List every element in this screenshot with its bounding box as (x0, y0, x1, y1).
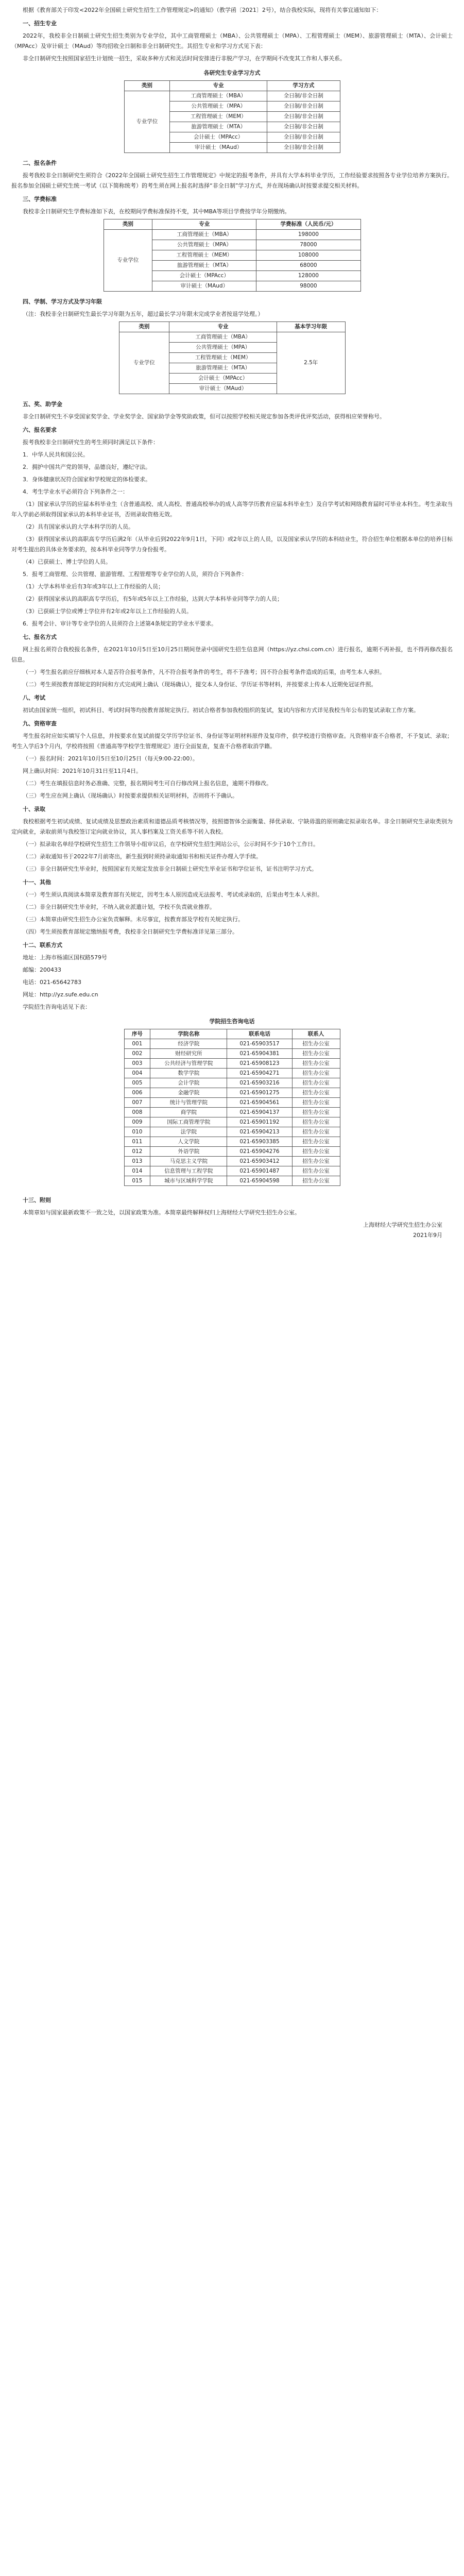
table-cell: 工程管理硕士（MEM） (152, 250, 256, 261)
table-header-cell: 专业 (152, 219, 256, 230)
section-paragraph: 报考我校非全日制研究生须符合《2022年全国硕士研究生招生工作管理规定》中规定的报考条件，并具有大学本科毕业学历，工作经验要求按照各专业学位培养方案执行。报名参加全国硕士研究生统一考试（以下简称统考）的考生须在网上报名时选择“非全日制”学习方式，并在现场确认时按要求提交相关材料。 (11, 172, 453, 189)
table-cell: 会计硕士（MPAcc） (169, 374, 277, 384)
table-cell: 021-65901487 (227, 1166, 292, 1176)
section-10 (11, 804, 453, 874)
section-heading: 七、报名方式 (23, 634, 57, 640)
section-paragraph: 6．报考会计、审计等专业学位的人员须符合上述第4条规定的学业水平要求。 (23, 620, 217, 627)
table-cell: 005 (124, 1078, 150, 1088)
table-cell: 旅游管理硕士（MTA） (152, 261, 256, 271)
table-cell: 招生办公室 (292, 1176, 340, 1186)
section-paragraph: 2022年，我校非全日制硕士研究生招生类别为专业学位，其中工商管理硕士（MBA）、公共管理硕士（MPA）、工程管理硕士（MEM）、旅游管理硕士（MTA）、会计硕士（MPAcc）及审计硕士（MAud）等均招收全日制和非全日制研究生。其招生专业和学习方式见下表： (11, 32, 453, 49)
table-cell: 014 (124, 1166, 150, 1176)
table-cell: 021-65904271 (227, 1069, 292, 1078)
table-row (124, 1137, 340, 1147)
section-7 (11, 632, 453, 690)
table-cell: 108000 (256, 250, 360, 261)
section-4 (11, 297, 453, 394)
table-cell: 001 (124, 1039, 150, 1049)
table-row (124, 1117, 340, 1127)
section-8 (11, 693, 453, 716)
table-cell: 021-65904381 (227, 1049, 292, 1059)
section-paragraph: 2．拥护中国共产党的领导，品德良好，遵纪守法。 (23, 464, 151, 470)
section-paragraph: 考生报名时应如实填写个人信息，并按要求在复试前提交学历学位证书、身份证等证明材料原件及复印件，供学校进行资格审查。凡资格审查不合格者，不予复试、录取；考生入学后3个月内，学校将按照《普通高等学校学生管理规定》进行全面复查，复查不合格者取消学籍。 (11, 733, 453, 750)
table-cell: 公共管理硕士（MPA） (170, 101, 267, 112)
table-cell: 全日制/非全日制 (267, 91, 340, 101)
section-paragraph: （二）非全日制研究生毕业时，不纳入就业派遣计划，学校不负责就业推荐。 (23, 904, 215, 910)
section-paragraph: （一）考生报名前应仔细核对本人是否符合报考条件，凡不符合报考条件的考生，将不予准考；因不符合报考条件造成的后果，由考生本人承担。 (23, 669, 385, 675)
table-cell: 金融学院 (150, 1088, 227, 1098)
table-header-cell: 学习方式 (267, 81, 340, 91)
table-row (124, 1088, 340, 1098)
table-cell: 马克思主义学院 (150, 1157, 227, 1166)
table-year-cell: 2.5年 (277, 332, 345, 394)
table-header-cell: 类别 (104, 219, 152, 230)
table-cell: 021-65908123 (227, 1059, 292, 1069)
section-paragraph: （三）非全日制研究生毕业时，按照国家有关规定发放非全日制硕士研究生毕业证书和学位证书，证书注明学习方式。 (23, 866, 317, 872)
table-row (124, 1059, 340, 1069)
table-cell: 全日制/非全日制 (267, 122, 340, 132)
table-cell: 009 (124, 1117, 150, 1127)
table-header-cell: 专业 (169, 322, 277, 332)
table-row (104, 230, 360, 240)
table-cell: 98000 (256, 281, 360, 292)
table-cell: 006 (124, 1088, 150, 1098)
table-4 (124, 1029, 340, 1186)
table-row (124, 91, 340, 101)
table-cell: 工商管理硕士（MBA） (152, 230, 256, 240)
table-cell: 招生办公室 (292, 1137, 340, 1147)
table-row (124, 1166, 340, 1176)
table-1 (124, 80, 340, 153)
section-paragraph: 4．考生学业水平必须符合下列条件之一： (23, 488, 128, 495)
section-paragraph: 非全日制研究生不享受国家奖学金、学业奖学金、国家助学金等奖助政策，但可以按照学校相关规定参加各类评优评奖活动，获得相应荣誉称号。 (23, 413, 385, 420)
section-paragraph: （3）获得国家承认的高职高专学历后满2年（从毕业后到2022年9月1日，下同）或2年以上的人员，以及国家承认学历的本科结业生，符合招生单位根据本单位的培养目标对考生提出的具体业务要求的，按本科毕业同等学力身份报考。 (11, 536, 453, 553)
table-cell: 68000 (256, 261, 360, 271)
table-cell: 002 (124, 1049, 150, 1059)
section-heading: 三、学费标准 (23, 196, 57, 202)
footer (11, 1195, 453, 1241)
table-cell: 工程管理硕士（MEM） (169, 353, 277, 363)
section-paragraph: （三）本简章由研究生招生办公室负责解释。未尽事宜，按教育部及学校有关规定执行。 (23, 916, 244, 923)
table-row (124, 1098, 340, 1108)
section-paragraph: 网上报名须符合我校报名条件，在2021年10月5日至10月25日期间登录中国研究生招生信息网（https://yz.chsi.com.cn）进行报名，逾期不再补报，也不得再修改报名信息。 (11, 646, 453, 663)
table-cell: 招生办公室 (292, 1069, 340, 1078)
table-cell: 021-65903385 (227, 1137, 292, 1147)
section-heading: 四、学制、学习方式及学习年限 (23, 298, 102, 305)
table-header-cell: 联系电话 (227, 1029, 292, 1039)
table-cell: 招生办公室 (292, 1039, 340, 1049)
section-paragraph: （2）获得国家承认的高职高专学历后，有5年或5年以上工作经验，达到大学本科毕业同等学力的人员； (23, 596, 283, 602)
table-cell: 公共经济与管理学院 (150, 1059, 227, 1069)
table-cell: 招生办公室 (292, 1059, 340, 1069)
table-cell: 013 (124, 1157, 150, 1166)
table-cell: 021-65903216 (227, 1078, 292, 1088)
table-cell: 021-65901192 (227, 1117, 292, 1127)
section-paragraph: 网上确认时间：2021年10月31日至11月4日。 (23, 768, 142, 774)
section-11 (11, 877, 453, 937)
table-cell: 010 (124, 1127, 150, 1137)
section-paragraph: （四）考生须按教育部规定缴纳报考费，我校非全日制研究生学费标准详见第三部分。 (23, 928, 238, 935)
section-heading: 六、报名要求 (23, 427, 57, 433)
table-cell: 国际工商管理学院 (150, 1117, 227, 1127)
table-header-row (119, 322, 345, 332)
footer-heading: 十三、附则 (23, 1197, 51, 1204)
section-paragraph: （1）大学本科毕业后有3年或3年以上工作经验的人员； (23, 583, 164, 590)
section-paragraph: 报考我校非全日制研究生的考生须同时满足以下条件： (23, 439, 159, 446)
table-cell: 招生办公室 (292, 1157, 340, 1166)
section-heading: 一、招生专业 (23, 20, 57, 27)
table-row (124, 1127, 340, 1137)
table-cell: 旅游管理硕士（MTA） (170, 122, 267, 132)
table-cell: 全日制/非全日制 (267, 132, 340, 143)
section-paragraph: （4）已获硕士、博士学位的人员。 (23, 558, 111, 565)
section-2 (11, 158, 453, 191)
table-cell: 统计与管理学院 (150, 1098, 227, 1108)
table-row (124, 1069, 340, 1078)
table-cell: 城市与区域科学学院 (150, 1176, 227, 1186)
table-2 (104, 219, 361, 292)
section-paragraph: 地址：上海市杨浦区国权路579号 (23, 954, 107, 961)
table-row (124, 1176, 340, 1186)
table-cell: 外语学院 (150, 1147, 227, 1157)
table-cell: 015 (124, 1176, 150, 1186)
intro-paragraph: 根据《教育部关于印发<2022年全国硕士研究生招生工作管理规定>的通知》（教学函〔2021〕2号），结合我校实际，现将有关事宜通知如下： (23, 7, 382, 13)
table-header-cell: 类别 (124, 81, 170, 91)
table-header-row (124, 81, 340, 91)
table-cell: 法学院 (150, 1127, 227, 1137)
table-cell: 会计硕士（MPAcc） (152, 271, 256, 281)
section-5 (11, 399, 453, 422)
document-page (0, 0, 464, 1256)
table-cell: 021-65901275 (227, 1088, 292, 1098)
table-cell: 021-65903517 (227, 1039, 292, 1049)
table-cell: 招生办公室 (292, 1147, 340, 1157)
table-cell: 招生办公室 (292, 1098, 340, 1108)
table-cell: 招生办公室 (292, 1088, 340, 1098)
section-paragraph: （3）已获硕士学位或博士学位并有2年或2年以上工作经验的人员。 (23, 608, 192, 615)
table-cell: 商学院 (150, 1108, 227, 1117)
table-cell: 011 (124, 1137, 150, 1147)
table-cell: 008 (124, 1108, 150, 1117)
table-cell: 004 (124, 1069, 150, 1078)
table-header-cell: 专业 (170, 81, 267, 91)
section-paragraph: 电话：021-65642783 (23, 979, 81, 986)
section-paragraph: （一）报名时间：2021年10月5日至10月25日（每天9:00-22:00）。 (23, 755, 198, 762)
table-cell: 招生办公室 (292, 1166, 340, 1176)
table-header-row (104, 219, 360, 230)
table-cell: 经济学院 (150, 1039, 227, 1049)
section-paragraph: 5．报考工商管理、公共管理、旅游管理、工程管理等专业学位的人员，须符合下列条件： (23, 571, 247, 578)
section-heading: 八、考试 (23, 694, 45, 701)
table-cell: 工商管理硕士（MBA） (169, 332, 277, 343)
section-paragraph: 我校根据考生初试成绩、复试成绩及思想政治素质和道德品质考核情况等，按照德智体全面衡量、择优录取、宁缺毋滥的原则确定拟录取名单。非全日制研究生录取类别为定向就业，录取前须与我校签订定向就业协议，其人事档案及工资关系等不转入我校。 (11, 818, 453, 835)
table-cell: 021-65904561 (227, 1098, 292, 1108)
section-paragraph: 1．中华人民共和国公民。 (23, 451, 89, 458)
table-cell: 021-65903412 (227, 1157, 292, 1166)
sections-container (11, 19, 453, 1186)
table-cell: 招生办公室 (292, 1108, 340, 1117)
section-paragraph: 学院招生咨询电话见下表： (23, 1004, 91, 1010)
section-paragraph: 我校非全日制研究生学费标准如下表，在校期间学费标准保持不变，其中MBA等项目学费按学年分期缴纳。 (23, 208, 290, 215)
section-3 (11, 194, 453, 292)
table-caption: 学院招生咨询电话 (209, 1018, 255, 1025)
table-cell: 审计硕士（MAud） (170, 143, 267, 153)
table-group-cell: 专业学位 (124, 91, 170, 153)
table-group-cell: 专业学位 (119, 332, 169, 394)
section-paragraph: 初试由国家统一组织，初试科目、考试时间等均按教育部规定执行。初试合格者参加我校组织的复试，复试内容和方式详见我校当年公布的复试录取工作方案。 (23, 707, 419, 714)
section-paragraph: （二）录取通知书于2022年7月前寄出，新生报到时须持录取通知书和相关证件办理入学手续。 (23, 853, 262, 860)
table-3 (119, 321, 346, 394)
section-6 (11, 425, 453, 629)
table-cell: 全日制/非全日制 (267, 101, 340, 112)
table-cell: 78000 (256, 240, 360, 250)
table-cell: 会计学院 (150, 1078, 227, 1088)
section-paragraph: （二）考生在填报信息时务必准确、完整，报名期间考生可自行修改网上报名信息，逾期不得修改。 (23, 780, 272, 787)
table-cell: 数学学院 (150, 1069, 227, 1078)
section-paragraph: （注：我校非全日制研究生最长学习年限为五年，超过最长学习年限未完成学业者按退学处理。） (23, 311, 264, 317)
table-cell: 财经研究所 (150, 1049, 227, 1059)
section-paragraph: （一）考生须认真阅读本简章及教育部有关规定，因考生本人原因造成无法报考、考试或录取的，后果由考生本人承担。 (23, 891, 323, 898)
table-cell: 012 (124, 1147, 150, 1157)
table-header-row (124, 1029, 340, 1039)
table-header-cell: 类别 (119, 322, 169, 332)
table-cell: 信息管理与工程学院 (150, 1166, 227, 1176)
section-paragraph: 邮编：200433 (23, 967, 61, 973)
section-heading: 九、资格审查 (23, 720, 57, 727)
section-paragraph: （1）国家承认学历的应届本科毕业生（含普通高校、成人高校、普通高校举办的成人高等学历教育应届本科毕业生）及自学考试和网络教育届时可毕业本科生。考生录取当年入学前必须取得国家承认的本科毕业证书，否则录取资格无效。 (11, 501, 453, 518)
table-cell: 021-65904137 (227, 1108, 292, 1117)
section-1 (11, 19, 453, 153)
table-cell: 招生办公室 (292, 1049, 340, 1059)
table-row (119, 332, 345, 343)
table-cell: 工程管理硕士（MEM） (170, 112, 267, 122)
table-cell: 全日制/非全日制 (267, 112, 340, 122)
footer-paragraph: 本简章如与国家最新政策不一致之处，以国家政策为准。本简章最终解释权归上海财经大学研究生招生办公室。 (23, 1209, 300, 1216)
table-cell: 007 (124, 1098, 150, 1108)
section-heading: 五、奖、助学金 (23, 401, 62, 408)
section-heading: 十、录取 (23, 806, 45, 812)
table-cell: 公共管理硕士（MPA） (169, 343, 277, 353)
section-paragraph: （二）考生须按教育部规定的时间和方式完成网上确认（现场确认），提交本人身份证、学历证书等材料，并按要求上传本人近期免冠证件照。 (23, 681, 377, 688)
table-cell: 旅游管理硕士（MTA） (169, 363, 277, 374)
table-header-cell: 序号 (124, 1029, 150, 1039)
section-heading: 十一、其他 (23, 879, 51, 886)
table-cell: 021-65904213 (227, 1127, 292, 1137)
section-heading: 二、报名条件 (23, 160, 57, 166)
table-row (124, 1147, 340, 1157)
table-cell: 128000 (256, 271, 360, 281)
table-cell: 招生办公室 (292, 1117, 340, 1127)
footer-date: 2021年9月 (413, 1232, 442, 1239)
section-paragraph: 非全日制研究生按照国家招生计划统一招生，采取多种方式和灵活时间安排进行非脱产学习，在学期间不改变其工作和人事关系。 (23, 55, 346, 62)
table-header-cell: 基本学习年限 (277, 322, 345, 332)
table-row (124, 1078, 340, 1088)
table-cell: 全日制/非全日制 (267, 143, 340, 153)
table-header-cell: 学费标准（人民币/元） (256, 219, 360, 230)
section-heading: 十二、联系方式 (23, 942, 62, 948)
table-cell: 021-65904276 (227, 1147, 292, 1157)
table-cell: 招生办公室 (292, 1127, 340, 1137)
table-cell: 招生办公室 (292, 1078, 340, 1088)
section-paragraph: （三）考生应在网上确认（现场确认）时按要求提供相关证明材料，否则将不予确认。 (23, 792, 238, 799)
table-cell: 工商管理硕士（MBA） (170, 91, 267, 101)
table-row (124, 1039, 340, 1049)
table-caption: 各研究生专业学习方式 (203, 70, 261, 76)
table-cell: 003 (124, 1059, 150, 1069)
table-cell: 198000 (256, 230, 360, 240)
table-header-cell: 联系人 (292, 1029, 340, 1039)
table-row (124, 1049, 340, 1059)
table-header-cell: 学院名称 (150, 1029, 227, 1039)
table-group-cell: 专业学位 (104, 230, 152, 292)
table-row (124, 1108, 340, 1117)
section-paragraph: （一）拟录取名单经学校研究生招生工作领导小组审议后，在学校研究生招生网站公示，公示时间不少于10个工作日。 (23, 841, 319, 848)
table-cell: 审计硕士（MAud） (152, 281, 256, 292)
section-paragraph: （2）具有国家承认的大学本科学历的人员。 (23, 523, 134, 530)
table-row (124, 1157, 340, 1166)
footer-org: 上海财经大学研究生招生办公室 (363, 1222, 442, 1228)
table-cell: 人文学院 (150, 1137, 227, 1147)
table-cell: 审计硕士（MAud） (169, 384, 277, 394)
section-12 (11, 940, 453, 1186)
table-cell: 021-65904598 (227, 1176, 292, 1186)
table-cell: 公共管理硕士（MPA） (152, 240, 256, 250)
section-paragraph: 3．身体健康状况符合国家和学校规定的体检要求。 (23, 476, 151, 483)
section-9 (11, 719, 453, 801)
table-cell: 会计硕士（MPAcc） (170, 132, 267, 143)
section-paragraph: 网址：http://yz.sufe.edu.cn (23, 991, 98, 998)
